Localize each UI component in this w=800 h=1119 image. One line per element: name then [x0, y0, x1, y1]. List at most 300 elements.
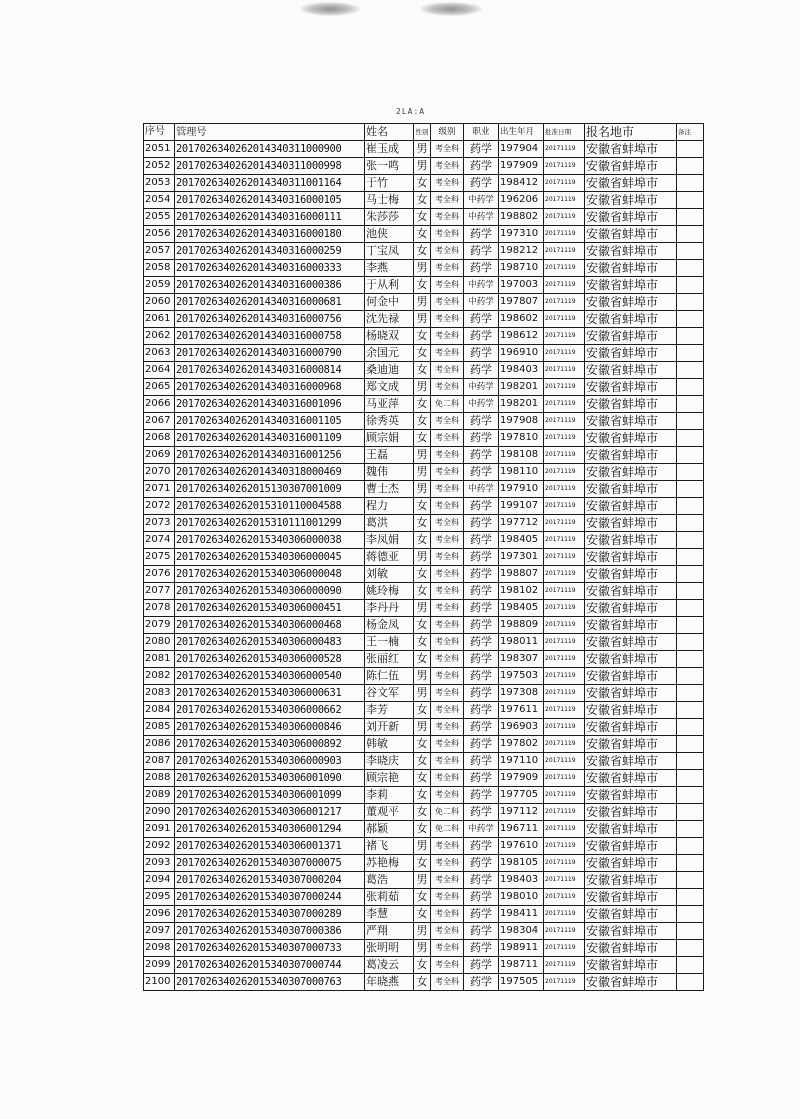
cell-profession: 药学 — [464, 957, 499, 974]
cell-city: 安徽省蚌埠市 — [585, 617, 677, 634]
cell-level: 考全科 — [431, 651, 464, 668]
cell-seq: 2082 — [144, 668, 175, 685]
cell-name: 魏伟 — [365, 464, 414, 481]
cell-sex: 女 — [414, 532, 431, 549]
cell-seq: 2083 — [144, 685, 175, 702]
table-row — [144, 549, 704, 566]
cell-birth: 198710 — [499, 260, 544, 277]
cell-name: 张丽红 — [365, 651, 414, 668]
cell-name: 严翔 — [365, 923, 414, 940]
cell-seq: 2058 — [144, 260, 175, 277]
cell-city: 安徽省蚌埠市 — [585, 549, 677, 566]
table-row — [144, 175, 704, 192]
cell-management-no: 2017026340262015340306001099 — [175, 787, 365, 804]
cell-management-no: 2017026340262015340307000075 — [175, 855, 365, 872]
cell-name: 杨金凤 — [365, 617, 414, 634]
cell-approval-date: 20171119 — [544, 889, 585, 906]
cell-management-no: 2017026340262014340316001109 — [175, 430, 365, 447]
cell-approval-date: 20171119 — [544, 651, 585, 668]
cell-profession: 药学 — [464, 770, 499, 787]
cell-name: 李莉 — [365, 787, 414, 804]
cell-level: 考全科 — [431, 770, 464, 787]
cell-profession: 药学 — [464, 243, 499, 260]
cell-profession: 药学 — [464, 141, 499, 158]
cell-sex: 女 — [414, 209, 431, 226]
cell-seq: 2064 — [144, 362, 175, 379]
cell-seq: 2062 — [144, 328, 175, 345]
cell-level: 考全科 — [431, 787, 464, 804]
cell-profession: 药学 — [464, 736, 499, 753]
cell-city: 安徽省蚌埠市 — [585, 940, 677, 957]
cell-name: 年晓燕 — [365, 974, 414, 991]
cell-sex: 男 — [414, 311, 431, 328]
cell-profession: 药学 — [464, 651, 499, 668]
cell-city: 安徽省蚌埠市 — [585, 770, 677, 787]
cell-name: 葛浩 — [365, 872, 414, 889]
cell-birth: 198105 — [499, 855, 544, 872]
cell-sex: 女 — [414, 855, 431, 872]
cell-seq: 2099 — [144, 957, 175, 974]
cell-birth: 197110 — [499, 753, 544, 770]
cell-sex: 女 — [414, 957, 431, 974]
cell-remark — [677, 549, 704, 566]
cell-seq: 2059 — [144, 277, 175, 294]
cell-sex: 女 — [414, 430, 431, 447]
cell-seq: 2085 — [144, 719, 175, 736]
cell-sex: 女 — [414, 328, 431, 345]
cell-remark — [677, 872, 704, 889]
cell-birth: 198108 — [499, 447, 544, 464]
cell-profession: 药学 — [464, 753, 499, 770]
cell-management-no: 2017026340262015340306001294 — [175, 821, 365, 838]
table-row — [144, 906, 704, 923]
cell-level: 考全科 — [431, 889, 464, 906]
cell-management-no: 2017026340262015340306000631 — [175, 685, 365, 702]
cell-sex: 女 — [414, 906, 431, 923]
cell-seq: 2088 — [144, 770, 175, 787]
cell-sex: 女 — [414, 226, 431, 243]
cell-birth: 197308 — [499, 685, 544, 702]
cell-remark — [677, 481, 704, 498]
cell-name: 马亚萍 — [365, 396, 414, 413]
cell-name: 姚玲梅 — [365, 583, 414, 600]
cell-seq: 2072 — [144, 498, 175, 515]
cell-city: 安徽省蚌埠市 — [585, 957, 677, 974]
cell-seq: 2056 — [144, 226, 175, 243]
cell-profession: 药学 — [464, 923, 499, 940]
cell-sex: 男 — [414, 294, 431, 311]
cell-birth: 196711 — [499, 821, 544, 838]
cell-management-no: 2017026340262014340316001256 — [175, 447, 365, 464]
cell-profession: 药学 — [464, 719, 499, 736]
cell-profession: 药学 — [464, 311, 499, 328]
header-remark: 备注 — [677, 124, 704, 141]
cell-approval-date: 20171119 — [544, 226, 585, 243]
cell-approval-date: 20171119 — [544, 974, 585, 991]
cell-city: 安徽省蚌埠市 — [585, 515, 677, 532]
cell-city: 安徽省蚌埠市 — [585, 923, 677, 940]
cell-seq: 2060 — [144, 294, 175, 311]
cell-profession: 中药学 — [464, 192, 499, 209]
cell-sex: 女 — [414, 583, 431, 600]
cell-sex: 女 — [414, 345, 431, 362]
cell-name: 沈先禄 — [365, 311, 414, 328]
table-body — [144, 141, 704, 991]
table-row — [144, 787, 704, 804]
page-mark: 2LA:A — [396, 107, 426, 116]
table-row — [144, 396, 704, 413]
cell-management-no: 2017026340262015310110004588 — [175, 498, 365, 515]
cell-remark — [677, 583, 704, 600]
cell-sex: 女 — [414, 753, 431, 770]
cell-seq: 2084 — [144, 702, 175, 719]
cell-name: 陈仁伍 — [365, 668, 414, 685]
cell-city: 安徽省蚌埠市 — [585, 702, 677, 719]
cell-management-no: 2017026340262015340306000038 — [175, 532, 365, 549]
table-row — [144, 872, 704, 889]
table-row — [144, 464, 704, 481]
cell-seq: 2095 — [144, 889, 175, 906]
cell-profession: 药学 — [464, 362, 499, 379]
cell-birth: 198201 — [499, 379, 544, 396]
cell-remark — [677, 277, 704, 294]
cell-birth: 197910 — [499, 481, 544, 498]
cell-birth: 198011 — [499, 634, 544, 651]
cell-sex: 男 — [414, 464, 431, 481]
cell-name: 徐秀英 — [365, 413, 414, 430]
cell-profession: 中药学 — [464, 379, 499, 396]
cell-name: 董观平 — [365, 804, 414, 821]
cell-sex: 女 — [414, 566, 431, 583]
cell-management-no: 2017026340262015340306000528 — [175, 651, 365, 668]
cell-profession: 药学 — [464, 515, 499, 532]
cell-management-no: 2017026340262014340316000758 — [175, 328, 365, 345]
cell-city: 安徽省蚌埠市 — [585, 889, 677, 906]
cell-city: 安徽省蚌埠市 — [585, 481, 677, 498]
cell-approval-date: 20171119 — [544, 328, 585, 345]
cell-birth: 197003 — [499, 277, 544, 294]
cell-approval-date: 20171119 — [544, 957, 585, 974]
cell-birth: 197705 — [499, 787, 544, 804]
cell-name: 丁宝凤 — [365, 243, 414, 260]
cell-remark — [677, 634, 704, 651]
table-row — [144, 668, 704, 685]
cell-city: 安徽省蚌埠市 — [585, 498, 677, 515]
cell-remark — [677, 192, 704, 209]
cell-approval-date: 20171119 — [544, 209, 585, 226]
cell-name: 桑迪迪 — [365, 362, 414, 379]
cell-name: 王一楠 — [365, 634, 414, 651]
cell-birth: 197904 — [499, 141, 544, 158]
table-row — [144, 617, 704, 634]
cell-seq: 2055 — [144, 209, 175, 226]
cell-birth: 198102 — [499, 583, 544, 600]
cell-approval-date: 20171119 — [544, 243, 585, 260]
cell-remark — [677, 957, 704, 974]
cell-management-no: 2017026340262014340311000998 — [175, 158, 365, 175]
cell-city: 安徽省蚌埠市 — [585, 430, 677, 447]
cell-level: 考全科 — [431, 838, 464, 855]
cell-seq: 2076 — [144, 566, 175, 583]
cell-approval-date: 20171119 — [544, 175, 585, 192]
cell-profession: 药学 — [464, 226, 499, 243]
cell-remark — [677, 158, 704, 175]
cell-name: 郝颖 — [365, 821, 414, 838]
cell-profession: 药学 — [464, 940, 499, 957]
cell-remark — [677, 566, 704, 583]
table-row — [144, 481, 704, 498]
cell-management-no: 2017026340262014340316000790 — [175, 345, 365, 362]
table-row — [144, 600, 704, 617]
cell-city: 安徽省蚌埠市 — [585, 566, 677, 583]
cell-birth: 197611 — [499, 702, 544, 719]
table-row — [144, 226, 704, 243]
cell-city: 安徽省蚌埠市 — [585, 974, 677, 991]
cell-sex: 男 — [414, 719, 431, 736]
cell-remark — [677, 600, 704, 617]
cell-sex: 男 — [414, 668, 431, 685]
header-management-no: 管理号 — [175, 124, 365, 141]
cell-sex: 女 — [414, 617, 431, 634]
cell-name: 葛洪 — [365, 515, 414, 532]
cell-approval-date: 20171119 — [544, 804, 585, 821]
cell-approval-date: 20171119 — [544, 617, 585, 634]
cell-city: 安徽省蚌埠市 — [585, 362, 677, 379]
cell-city: 安徽省蚌埠市 — [585, 804, 677, 821]
cell-profession: 药学 — [464, 583, 499, 600]
cell-approval-date: 20171119 — [544, 294, 585, 311]
cell-management-no: 2017026340262015340306000892 — [175, 736, 365, 753]
cell-remark — [677, 821, 704, 838]
cell-level: 考全科 — [431, 719, 464, 736]
cell-name: 顾宗娟 — [365, 430, 414, 447]
cell-remark — [677, 668, 704, 685]
cell-remark — [677, 243, 704, 260]
cell-city: 安徽省蚌埠市 — [585, 141, 677, 158]
cell-sex: 女 — [414, 498, 431, 515]
cell-birth: 197301 — [499, 549, 544, 566]
cell-name: 于从利 — [365, 277, 414, 294]
cell-level: 考全科 — [431, 294, 464, 311]
cell-approval-date: 20171119 — [544, 549, 585, 566]
cell-city: 安徽省蚌埠市 — [585, 209, 677, 226]
header-city: 报名地市 — [585, 124, 677, 141]
cell-birth: 198911 — [499, 940, 544, 957]
cell-sex: 男 — [414, 158, 431, 175]
cell-approval-date: 20171119 — [544, 498, 585, 515]
cell-sex: 男 — [414, 685, 431, 702]
cell-level: 考全科 — [431, 209, 464, 226]
cell-profession: 中药学 — [464, 821, 499, 838]
table-row — [144, 294, 704, 311]
cell-level: 考全科 — [431, 498, 464, 515]
cell-remark — [677, 209, 704, 226]
table-row — [144, 430, 704, 447]
header-approval-date: 批准日期 — [544, 124, 585, 141]
table-row — [144, 141, 704, 158]
cell-management-no: 2017026340262015340307000289 — [175, 906, 365, 923]
cell-profession: 药学 — [464, 328, 499, 345]
cell-city: 安徽省蚌埠市 — [585, 685, 677, 702]
cell-seq: 2065 — [144, 379, 175, 396]
cell-seq: 2054 — [144, 192, 175, 209]
header-sex: 性别 — [414, 124, 431, 141]
cell-city: 安徽省蚌埠市 — [585, 328, 677, 345]
cell-level: 考全科 — [431, 260, 464, 277]
cell-management-no: 2017026340262014340316000111 — [175, 209, 365, 226]
cell-name: 曹士杰 — [365, 481, 414, 498]
cell-seq: 2061 — [144, 311, 175, 328]
cell-level: 考全科 — [431, 668, 464, 685]
cell-level: 考全科 — [431, 957, 464, 974]
cell-sex: 女 — [414, 413, 431, 430]
table-row — [144, 651, 704, 668]
cell-sex: 男 — [414, 872, 431, 889]
cell-birth: 196206 — [499, 192, 544, 209]
cell-level: 考全科 — [431, 736, 464, 753]
cell-management-no: 2017026340262014340316000756 — [175, 311, 365, 328]
cell-sex: 女 — [414, 515, 431, 532]
cell-approval-date: 20171119 — [544, 430, 585, 447]
cell-remark — [677, 719, 704, 736]
cell-seq: 2051 — [144, 141, 175, 158]
registration-table — [143, 123, 704, 991]
cell-sex: 女 — [414, 770, 431, 787]
cell-level: 考全科 — [431, 413, 464, 430]
cell-birth: 198304 — [499, 923, 544, 940]
cell-birth: 198110 — [499, 464, 544, 481]
cell-sex: 女 — [414, 804, 431, 821]
cell-remark — [677, 702, 704, 719]
cell-level: 考全科 — [431, 328, 464, 345]
cell-profession: 药学 — [464, 974, 499, 991]
cell-profession: 药学 — [464, 600, 499, 617]
cell-name: 李燕 — [365, 260, 414, 277]
table-row — [144, 719, 704, 736]
cell-city: 安徽省蚌埠市 — [585, 464, 677, 481]
cell-level: 考全科 — [431, 617, 464, 634]
cell-birth: 198802 — [499, 209, 544, 226]
cell-profession: 药学 — [464, 617, 499, 634]
cell-approval-date: 20171119 — [544, 872, 585, 889]
cell-profession: 药学 — [464, 855, 499, 872]
table-row — [144, 804, 704, 821]
cell-level: 考全科 — [431, 600, 464, 617]
cell-seq: 2092 — [144, 838, 175, 855]
cell-birth: 197807 — [499, 294, 544, 311]
table-row — [144, 821, 704, 838]
cell-management-no: 2017026340262015340307000204 — [175, 872, 365, 889]
cell-approval-date: 20171119 — [544, 770, 585, 787]
cell-name: 王磊 — [365, 447, 414, 464]
cell-remark — [677, 175, 704, 192]
cell-seq: 2068 — [144, 430, 175, 447]
cell-management-no: 2017026340262015340307000244 — [175, 889, 365, 906]
cell-approval-date: 20171119 — [544, 396, 585, 413]
cell-level: 考全科 — [431, 311, 464, 328]
cell-seq: 2093 — [144, 855, 175, 872]
cell-approval-date: 20171119 — [544, 566, 585, 583]
cell-remark — [677, 498, 704, 515]
cell-level: 考全科 — [431, 362, 464, 379]
table-row — [144, 957, 704, 974]
cell-approval-date: 20171119 — [544, 583, 585, 600]
cell-seq: 2069 — [144, 447, 175, 464]
cell-city: 安徽省蚌埠市 — [585, 787, 677, 804]
cell-level: 考全科 — [431, 141, 464, 158]
cell-management-no: 2017026340262015340307000763 — [175, 974, 365, 991]
cell-seq: 2066 — [144, 396, 175, 413]
cell-remark — [677, 770, 704, 787]
cell-city: 安徽省蚌埠市 — [585, 260, 677, 277]
cell-level: 考全科 — [431, 940, 464, 957]
cell-level: 考全科 — [431, 634, 464, 651]
cell-profession: 药学 — [464, 464, 499, 481]
cell-city: 安徽省蚌埠市 — [585, 447, 677, 464]
cell-name: 程力 — [365, 498, 414, 515]
cell-approval-date: 20171119 — [544, 821, 585, 838]
cell-city: 安徽省蚌埠市 — [585, 583, 677, 600]
cell-management-no: 2017026340262015340307000744 — [175, 957, 365, 974]
cell-profession: 药学 — [464, 889, 499, 906]
cell-management-no: 2017026340262015340306000468 — [175, 617, 365, 634]
cell-level: 考全科 — [431, 243, 464, 260]
cell-management-no: 2017026340262015340306001217 — [175, 804, 365, 821]
cell-approval-date: 20171119 — [544, 277, 585, 294]
cell-management-no: 2017026340262014340316000180 — [175, 226, 365, 243]
cell-birth: 197610 — [499, 838, 544, 855]
cell-remark — [677, 294, 704, 311]
cell-approval-date: 20171119 — [544, 345, 585, 362]
cell-management-no: 2017026340262014340316000968 — [175, 379, 365, 396]
cell-level: 考全科 — [431, 549, 464, 566]
cell-approval-date: 20171119 — [544, 923, 585, 940]
cell-name: 李芳 — [365, 702, 414, 719]
cell-level: 考全科 — [431, 379, 464, 396]
cell-management-no: 2017026340262015340306000662 — [175, 702, 365, 719]
cell-sex: 女 — [414, 396, 431, 413]
cell-name: 李慧 — [365, 906, 414, 923]
cell-birth: 197802 — [499, 736, 544, 753]
cell-city: 安徽省蚌埠市 — [585, 872, 677, 889]
cell-management-no: 2017026340262014340316000105 — [175, 192, 365, 209]
cell-approval-date: 20171119 — [544, 906, 585, 923]
cell-name: 张一鸣 — [365, 158, 414, 175]
cell-sex: 女 — [414, 175, 431, 192]
cell-approval-date: 20171119 — [544, 736, 585, 753]
cell-name: 李凤娟 — [365, 532, 414, 549]
cell-remark — [677, 532, 704, 549]
cell-management-no: 2017026340262014340316000681 — [175, 294, 365, 311]
cell-seq: 2057 — [144, 243, 175, 260]
cell-profession: 中药学 — [464, 277, 499, 294]
cell-remark — [677, 940, 704, 957]
cell-name: 余国元 — [365, 345, 414, 362]
cell-remark — [677, 889, 704, 906]
cell-city: 安徽省蚌埠市 — [585, 277, 677, 294]
cell-profession: 药学 — [464, 260, 499, 277]
cell-name: 池侠 — [365, 226, 414, 243]
cell-name: 张莉茹 — [365, 889, 414, 906]
cell-sex: 女 — [414, 634, 431, 651]
cell-seq: 2052 — [144, 158, 175, 175]
cell-city: 安徽省蚌埠市 — [585, 668, 677, 685]
header-birth: 出生年月 — [499, 124, 544, 141]
cell-seq: 2086 — [144, 736, 175, 753]
cell-seq: 2063 — [144, 345, 175, 362]
cell-level: 考全科 — [431, 566, 464, 583]
cell-level: 免二科 — [431, 821, 464, 838]
